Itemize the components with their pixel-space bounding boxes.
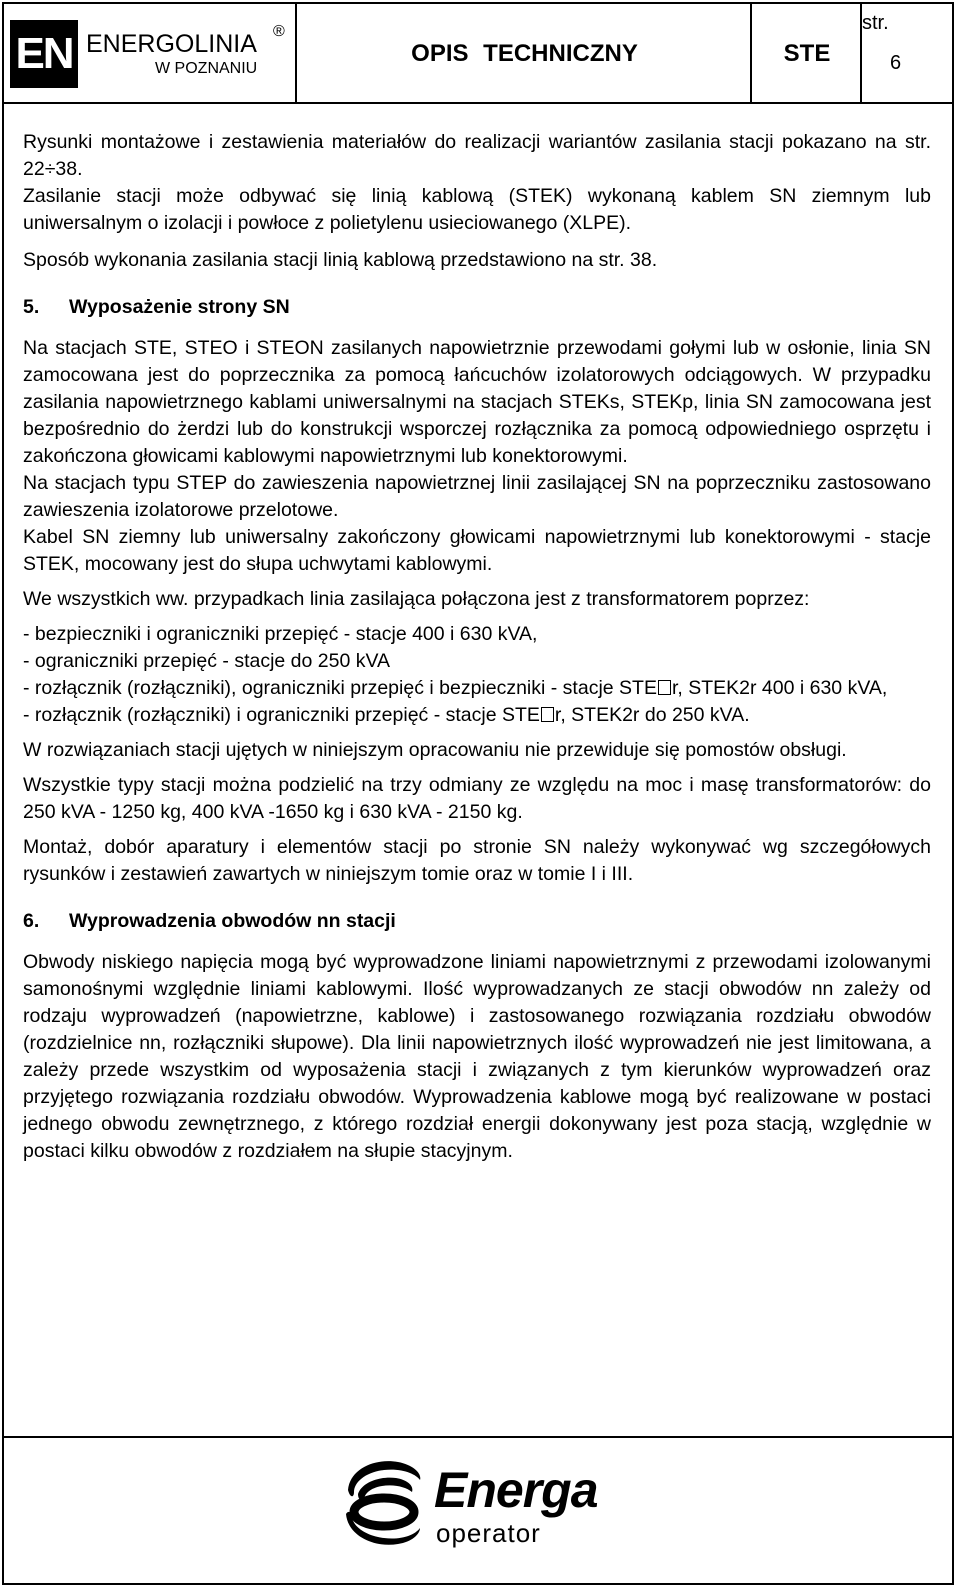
page-number: 6 <box>890 52 902 74</box>
page-label: str. <box>862 12 889 34</box>
doc-code-cell <box>752 4 862 102</box>
paragraph: Rysunki montażowe i zestawienia materiałów do realizacji wariantów zasilania stacji pokazano na str. 22÷38. <box>23 131 931 180</box>
section-title: Wyposażenie strony SN <box>69 296 290 318</box>
paragraph: Na stacjach STE, STEO i STEON zasilanych napowietrznie przewodami gołymi lub w osłonie, linia SN zamocowana jest do poprzecznika za pomocą łańcuchów izolatorowych odciągowych. W przypadku zasilania napowietrznego kablami uniwersalnymi na stacjach STEKs, STEKp, linia SN zamocowana jest bezpośrednio do żerdzi lub do konstrukcji wsporczej rozłącznika za pomocą odpowiedniego osprzętu i zakończona głowicami kablowymi napowietrznymi lub konektorowymi. <box>23 337 931 467</box>
paragraph: Zasilanie stacji może odbywać się linią kablową (STEK) wykonaną kablem SN ziemnym lub uniwersalnym o izolacji i powłoce z polietylenu usieciowanego (XLPE). <box>23 185 931 234</box>
energa-operator-logo <box>340 1456 630 1556</box>
page-content <box>23 129 931 1165</box>
list-item <box>23 675 931 702</box>
paragraph: We wszystkich ww. przypadkach linia zasilająca połączona jest z transformatorem poprzez: <box>23 588 810 610</box>
company-city: W POZNANIU <box>155 60 258 77</box>
paragraph: Montaż, dobór aparatury i elementów stacji po stronie SN należy wykonywać wg szczegółowych rysunków i zestawień zawartych w niniejszym tomie oraz w tomie I i III. <box>23 836 931 885</box>
company-name: ENERGOLINIA <box>86 30 257 58</box>
paragraph: Obwody niskiego napięcia mogą być wyprowadzone liniami napowietrznymi z przewodami izolowanymi samonośnymi względnie liniami kablowymi. Ilość wyprowadzanych ze stacji obwodów nn zależy od rodzaju wyprowadzeń (napowietrzne, kablowe) i zastosowanego rozwiązania rozdziału obwodów (rozdzielnice nn, rozłączniki słupowe). Dla linii napowietrznych ilość wyprowadzeń nie jest limitowana, a zależy przede wszystkim od wyposażenia stacji i związanych z tym kierunków wyprowadzeń oraz przyjętego rozwiązania rozdziału obwodów. Wyprowadzenia kablowe mogą być realizowane w postaci jednego obwodu zewnętrznego, z którego rozdział energii dokonywany jest poza stacją, względnie w postaci kilku obwodów z rozdziałem na słupie stacyjnym. <box>23 951 931 1162</box>
list-item-text: r, STEK2r 400 i 630 kVA, <box>671 677 888 699</box>
footer-divider <box>4 1436 952 1438</box>
brand-subtitle: operator <box>436 1518 541 1548</box>
section-heading <box>23 294 931 321</box>
list-item: - ograniczniki przepięć - stacje do 250 kVA <box>23 650 391 672</box>
missing-glyph-icon <box>541 707 554 722</box>
list-item: - bezpieczniki i ograniczniki przepięć - stacje 400 i 630 kVA, <box>23 623 538 645</box>
paragraph: W rozwiązaniach stacji ujętych w niniejszym opracowaniu nie przewiduje się pomostów obsługi. <box>23 739 847 761</box>
doc-title-cell <box>297 4 752 102</box>
section-title: Wyprowadzenia obwodów nn stacji <box>69 910 396 932</box>
list-item-text: - rozłącznik (rozłączniki) i ograniczniki przepięć - stacje STE <box>23 704 540 726</box>
section-number: 6. <box>23 910 40 932</box>
paragraph: Na stacjach typu STEP do zawieszenia napowietrznej linii zasilającej SN na poprzeczniku zastosowano zawieszenia izolatorowe przelotowe. <box>23 472 931 521</box>
registered-mark: ® <box>273 23 285 40</box>
doc-title: OPIS TECHNICZNY <box>411 40 638 67</box>
company-logo-mark: EN <box>10 20 78 88</box>
company-logo-cell <box>4 4 297 102</box>
section-number: 5. <box>23 296 40 318</box>
page-number-cell <box>862 4 952 102</box>
protection-list <box>23 621 931 729</box>
missing-glyph-icon <box>658 680 671 695</box>
list-item-text: - rozłącznik (rozłączniki), ograniczniki przepięć i bezpieczniki - stacje STE <box>23 677 657 699</box>
paragraph: Kabel SN ziemny lub uniwersalny zakończony głowicami napowietrznymi lub konektorowymi - stacje STEK, mocowany jest do słupa uchwytami kablowymi. <box>23 526 931 575</box>
section-heading <box>23 908 931 935</box>
doc-code: STE <box>783 40 831 67</box>
paragraph: Wszystkie typy stacji można podzielić na trzy odmiany ze względu na moc i masę transformatorów: do 250 kVA - 1250 kg, 400 kVA -1650 kg i 630 kVA - 2150 kg. <box>23 774 931 823</box>
energa-emblem-icon <box>340 1456 426 1552</box>
page-header <box>4 4 952 104</box>
list-item <box>23 702 931 729</box>
brand-name: Energa <box>434 1462 598 1518</box>
paragraph: Sposób wykonania zasilania stacji linią kablową przedstawiono na str. 38. <box>23 249 658 271</box>
document-page <box>2 2 954 1585</box>
list-item-text: r, STEK2r do 250 kVA. <box>554 704 750 726</box>
